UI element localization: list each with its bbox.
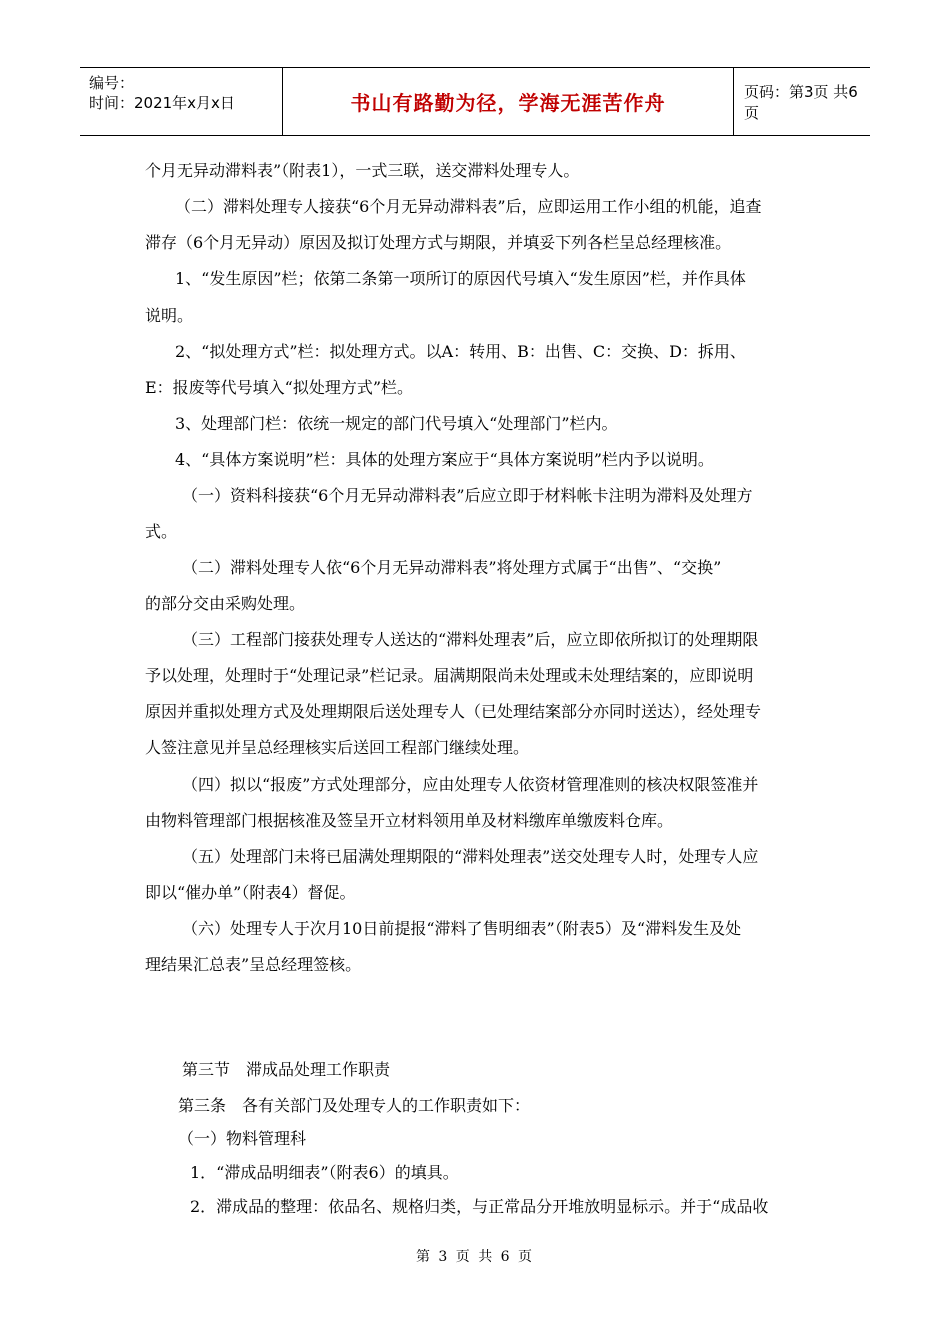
body-line: 予以处理，处理时于“处理记录”栏记录。届满期限尚未处理或未处理结案的，应即说明 <box>145 666 754 685</box>
body-line: 滞存（6个月无异动）原因及拟订处理方式与期限，并填妥下列各栏呈总经理核准。 <box>145 233 732 252</box>
body-line: 人签注意见并呈总经理核实后送回工程部门继续处理。 <box>145 738 530 757</box>
body-line: 说明。 <box>145 306 194 325</box>
body-line: （六）处理专人于次月10日前提报“滞料了售明细表”（附表5）及“滞料发生及处 <box>182 919 742 938</box>
body-line: （五）处理部门未将已届满处理期限的“滞料处理表”送交处理专人时，处理专人应 <box>182 847 759 866</box>
header-left-cell <box>80 68 282 135</box>
motto: 书山有路勤为径，学海无涯苦作舟 <box>282 68 734 135</box>
body-line: 2、“拟处理方式”栏：拟处理方式。以A：转用、B：出售、C：交换、D：拆用、 <box>175 342 746 361</box>
number-label: 编号： <box>89 74 135 92</box>
body-line: （二）滞料处理专人依“6个月无异动滞料表”将处理方式属于“出售”、“交换” <box>182 558 722 577</box>
body-line: 个月无异动滞料表”（附表1），一式三联，送交滞料处理专人。 <box>145 161 580 180</box>
body-line: 的部分交由采购处理。 <box>145 594 306 613</box>
section-title: 第三节 滞成品处理工作职责 <box>182 1060 391 1079</box>
body-line: （三）工程部门接获处理专人送达的“滞料处理表”后，应立即依所拟订的处理期限 <box>182 630 759 649</box>
time-label: 时间：2021年x月x日 <box>89 94 235 112</box>
body-line: （二）滞料处理专人接获“6个月无异动滞料表”后，应即运用工作小组的机能，追查 <box>175 197 762 216</box>
body-line: 由物料管理部门根据核准及签呈开立材料领用单及材料缴库单缴废料仓库。 <box>145 811 674 830</box>
body-line: E：报废等代号填入“拟处理方式”栏。 <box>145 378 414 397</box>
page-info: 页码：第3页 共6页 <box>744 82 858 122</box>
body-line: 4、“具体方案说明”栏：具体的处理方案应于“具体方案说明”栏内予以说明。 <box>175 450 714 469</box>
body-line: 即以“催办单”（附表4）督促。 <box>145 883 356 902</box>
body-line: 1．“滞成品明细表”（附表6）的填具。 <box>190 1163 459 1182</box>
body-line: 理结果汇总表”呈总经理签核。 <box>145 955 362 974</box>
body-line: 1、“发生原因”栏；依第二条第一项所订的原因代号填入“发生原因”栏，并作具体 <box>175 269 746 288</box>
body-line: （一）物料管理科 <box>178 1129 307 1148</box>
body-line: 3、处理部门栏：依统一规定的部门代号填入“处理部门”栏内。 <box>175 414 618 433</box>
header-table <box>80 67 870 136</box>
body-line: 原因并重拟处理方式及处理期限后送处理专人（已处理结案部分亦同时送达），经处理专 <box>145 702 762 721</box>
body-line: （四）拟以“报废”方式处理部分，应由处理专人依资材管理准则的核决权限签准并 <box>182 775 759 794</box>
body-line: （一）资料科接获“6个月无异动滞料表”后应立即于材料帐卡注明为滞料及处理方 <box>182 486 753 505</box>
article-title: 第三条 各有关部门及处理专人的工作职责如下： <box>178 1096 531 1115</box>
body-line: 2．滞成品的整理：依品名、规格归类，与正常品分开堆放明显标示。并于“成品收 <box>190 1197 769 1216</box>
page-footer: 第 3 页 共 6 页 <box>415 1249 535 1265</box>
body-line: 式。 <box>145 522 178 541</box>
